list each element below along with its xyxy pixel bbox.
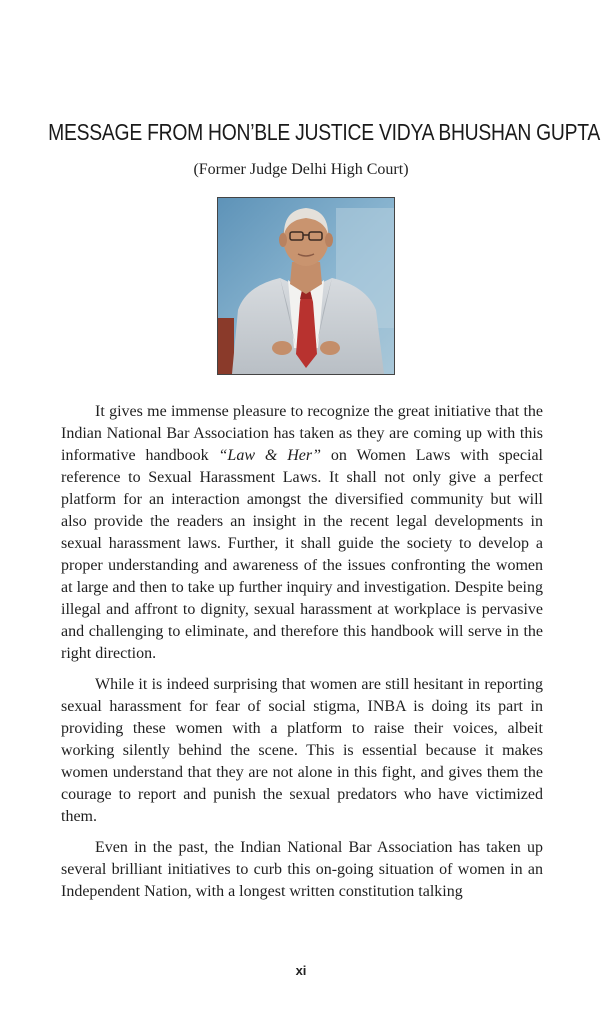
message-body xyxy=(61,401,543,912)
paragraph-2: While it is indeed surprising that women are still hesitant in reporting sexual harassment for fear of social stigma, INBA is doing its part in providing these women with a platform to raise their voices, albeit working silently behind the scene. This is essential because it makes women understand that they are not alone in this fight, and gives them the courage to report and punish the sexual predators who have victimized them. xyxy=(61,676,543,825)
page-subtitle: (Former Judge Delhi High Court) xyxy=(193,161,409,178)
paragraph-1 xyxy=(61,401,543,665)
paragraph-1-text-b: on Women Laws with special reference to Sexual Harassment Laws. It shall not only give a perfect platform for an interaction amongst the diversified community but will also provide the readers an insight in the recent legal developments in sexual harassment laws. Further, it shall guide the society to develop a proper understanding and awareness of the issues confronting the women at large and then to take up further inquiry and investigation. Despite being illegal and affront to dignity, sexual harassment at workplace is pervasive and challenging to eliminate, and therefore this handbook will serve in the right direction. xyxy=(61,447,543,662)
page-number: xi xyxy=(295,963,307,978)
page-title: MESSAGE FROM HON’BLE JUSTICE VIDYA BHUSHAN GUPTA xyxy=(48,119,601,145)
handbook-title: “Law & Her” xyxy=(218,447,321,464)
portrait-photo xyxy=(217,197,395,375)
paragraph-3: Even in the past, the Indian National Bar Association has taken up several brilliant initiatives to curb this on-going situation of women in an Independent Nation, with a longest written constitution talking xyxy=(61,839,543,900)
paragraph-1-text-a: It gives me immense pleasure to recognize the great initiative that the Indian National Bar Association has taken as they are coming up with this informative handbook xyxy=(61,403,543,464)
